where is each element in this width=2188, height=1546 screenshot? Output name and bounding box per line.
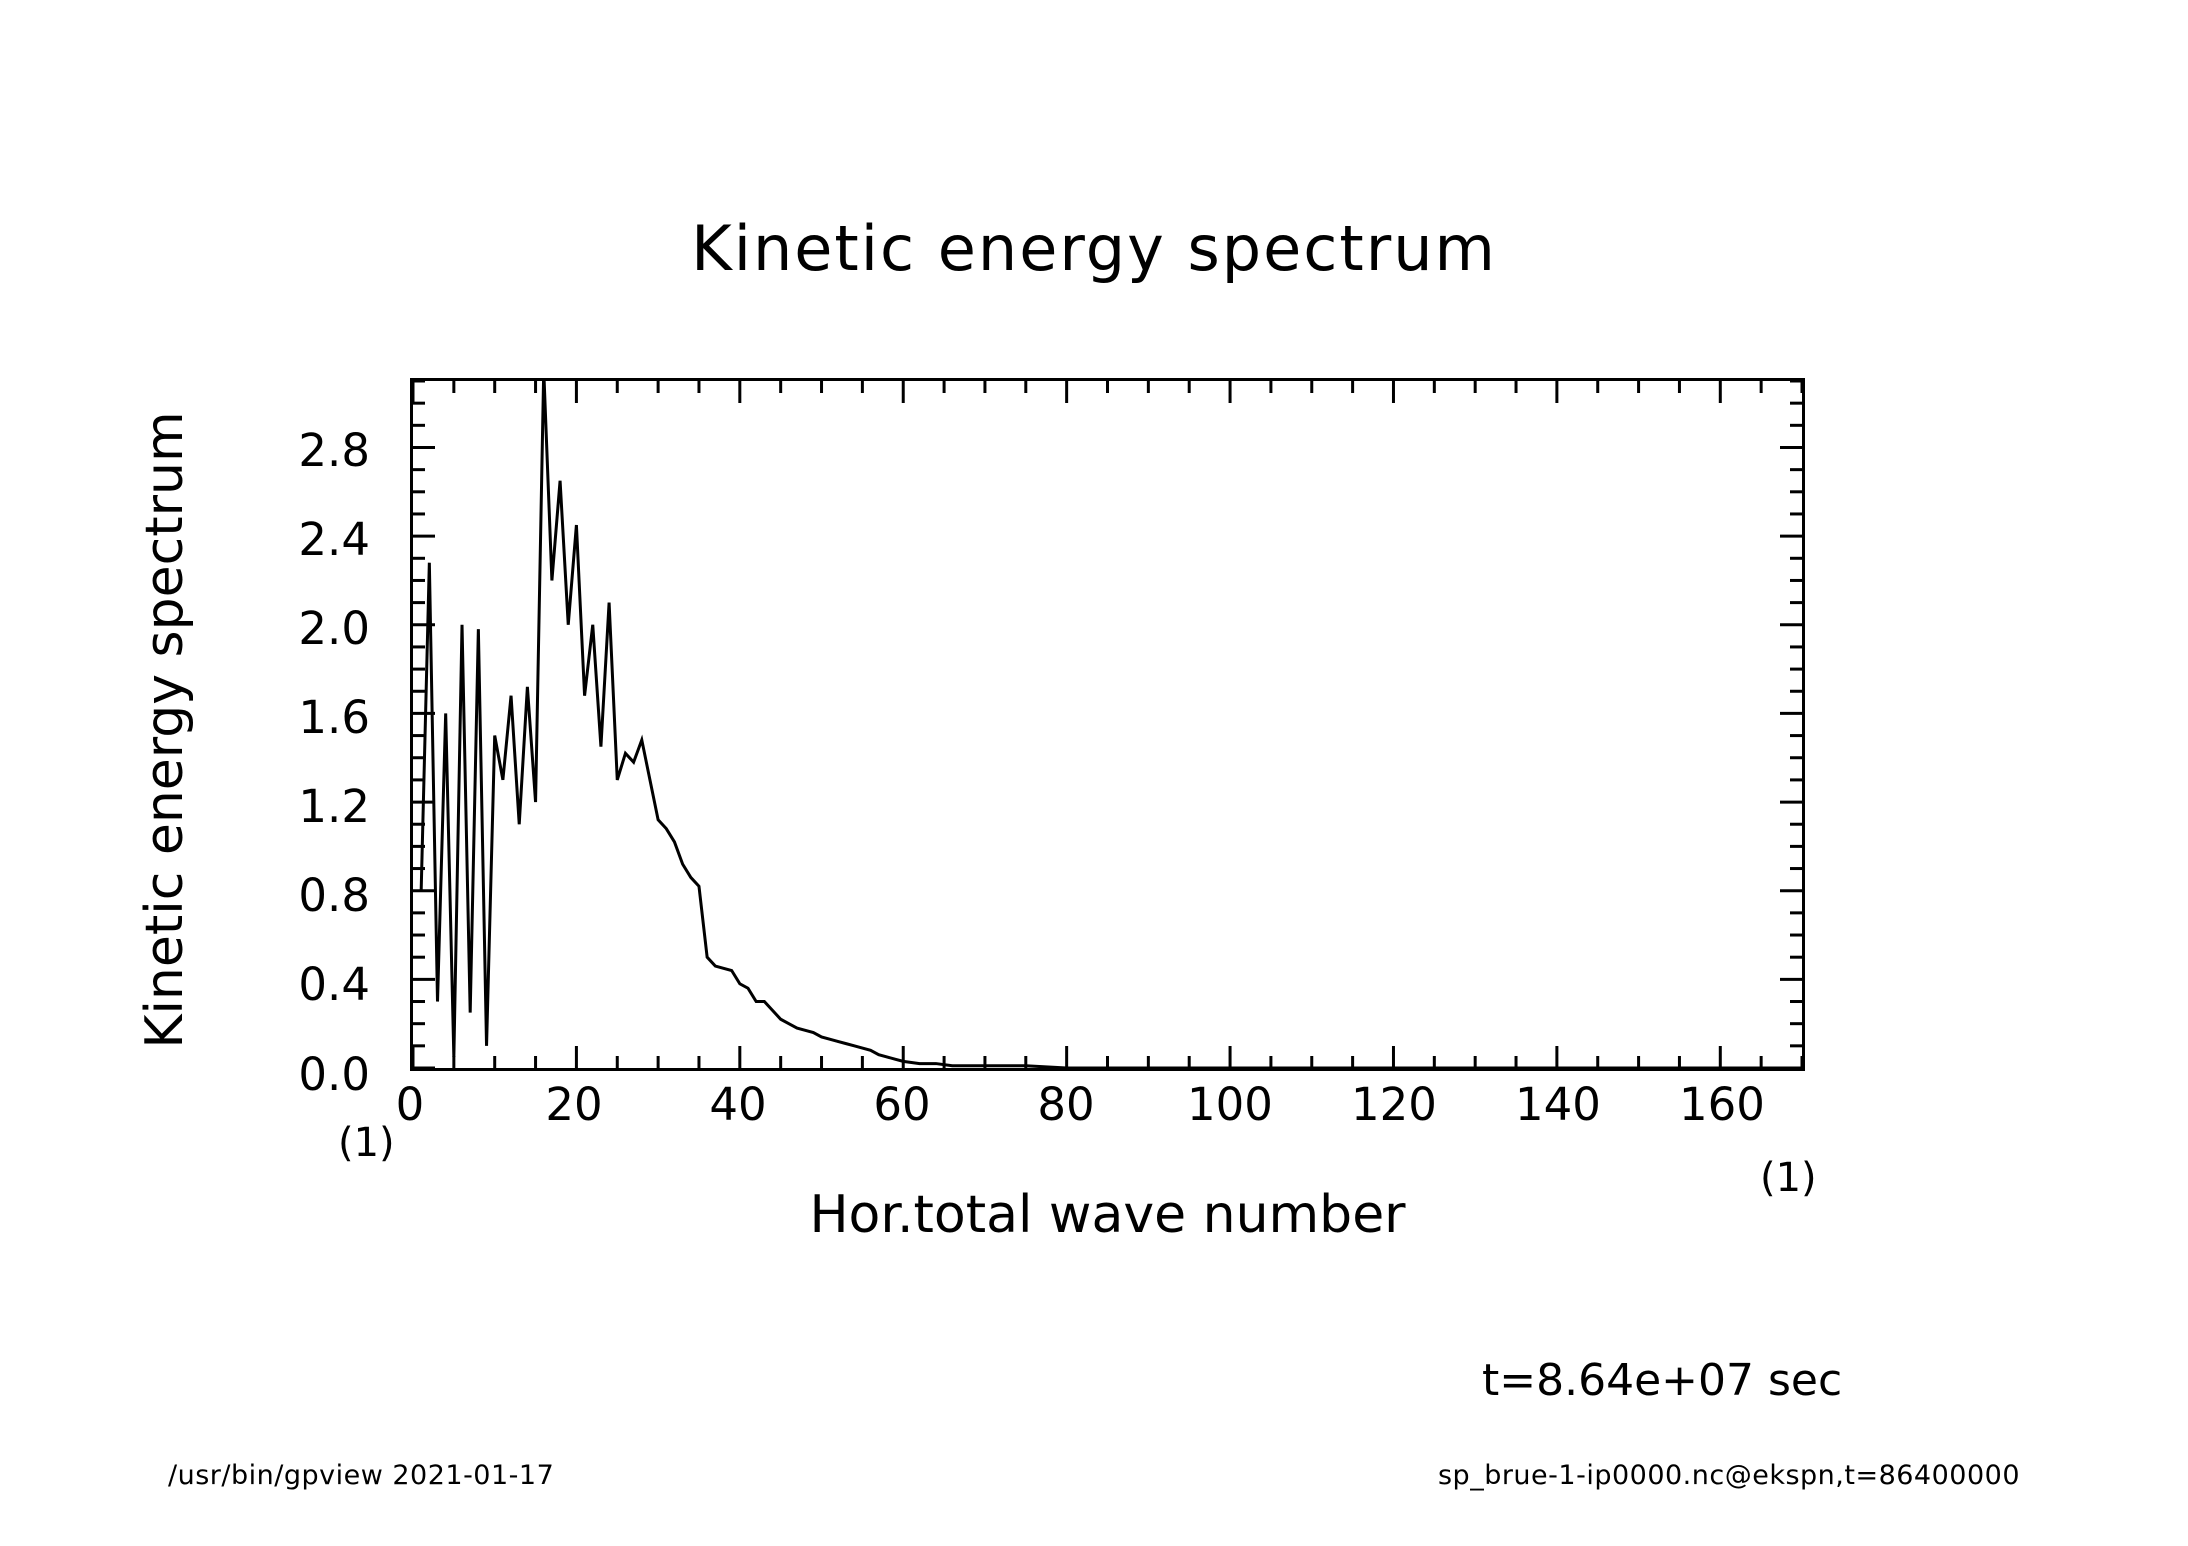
- y-tick-label-5: 2.0: [298, 602, 370, 655]
- y-tick-label-0: 0.0: [298, 1048, 370, 1101]
- x-tick-label-8: 160: [1679, 1078, 1765, 1131]
- x-unit-label: (1): [1760, 1155, 1817, 1201]
- y-unit-label: (1): [338, 1120, 395, 1166]
- x-tick-label-0: 0: [395, 1078, 425, 1131]
- x-tick-label-1: 20: [545, 1078, 603, 1131]
- footer-left-text: /usr/bin/gpview 2021-01-17: [168, 1460, 555, 1491]
- y-tick-label-7: 2.8: [298, 424, 370, 477]
- plot-area: [410, 378, 1805, 1071]
- y-tick-label-3: 1.2: [298, 780, 370, 833]
- x-tick-label-6: 120: [1351, 1078, 1437, 1131]
- footer-right-text: sp_brue-1-ip0000.nc@ekspn,t=86400000: [1437, 1460, 2020, 1491]
- axis-ticks: [413, 381, 1802, 1068]
- y-tick-label-1: 0.4: [298, 958, 370, 1011]
- y-tick-label-4: 1.6: [298, 691, 370, 744]
- x-tick-label-7: 140: [1515, 1078, 1601, 1131]
- x-tick-label-3: 60: [873, 1078, 931, 1131]
- x-tick-label-4: 80: [1037, 1078, 1095, 1131]
- y-tick-label-2: 0.8: [298, 869, 370, 922]
- time-annotation: t=8.64e+07 sec: [1482, 1355, 1843, 1406]
- x-tick-label-5: 100: [1187, 1078, 1273, 1131]
- y-axis-label: Kinetic energy spectrum: [135, 411, 195, 1049]
- spectrum-curve: [421, 381, 1802, 1068]
- y-tick-label-6: 2.4: [298, 513, 370, 566]
- x-axis-label: Hor.total wave number: [809, 1185, 1406, 1245]
- spectrum-line-svg: [413, 381, 1802, 1068]
- x-tick-label-2: 40: [709, 1078, 767, 1131]
- chart-title: Kinetic energy spectrum: [691, 212, 1497, 285]
